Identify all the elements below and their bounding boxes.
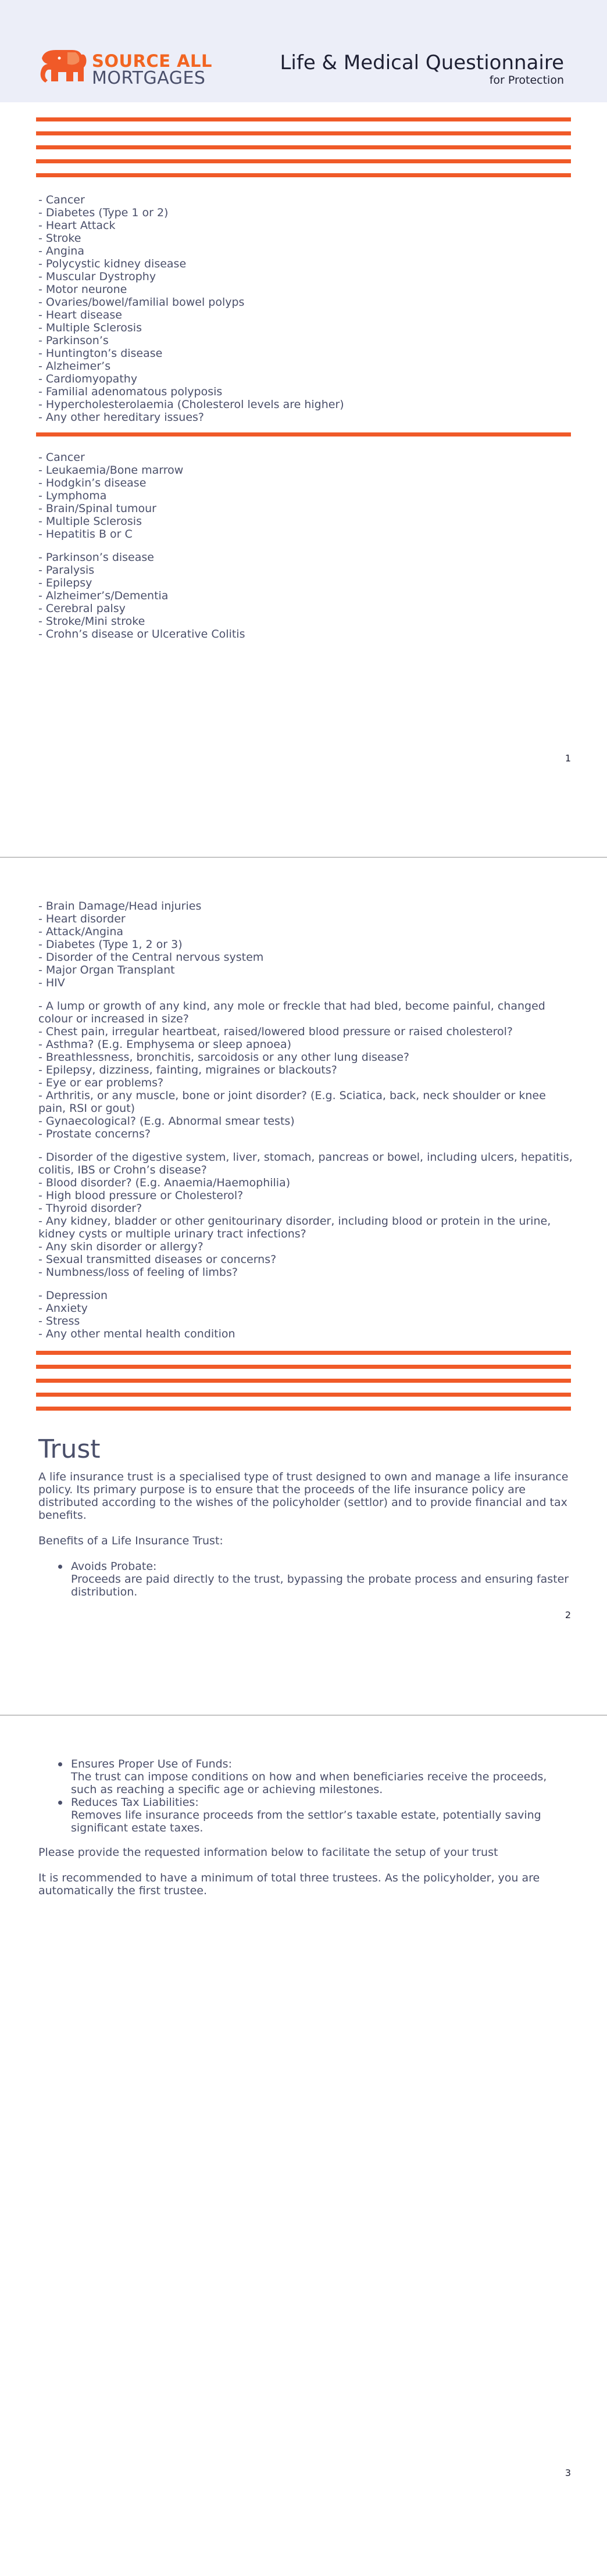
trustees-note: It is recommended to have a minimum of total three trustees. As the policyholder, you are automatically the first trustee. [38, 1872, 540, 1897]
list-item: - Hepatitis B or C [38, 528, 133, 541]
list-item: - Parkinson’s [38, 334, 109, 347]
benefit-text: Proceeds are paid directly to the trust, bypassing the probate process and ensuring faster distribution. [71, 1573, 569, 1598]
list-item: - Motor neurone [38, 283, 127, 296]
list-item: - Major Organ Transplant [38, 964, 175, 976]
trust-intro: A life insurance trust is a specialised type of trust designed to own and manage a life insurance policy. Its primary purpose is to ensure that the proceeds of the life insurance policy are distributed according to the wishes of the policyholder (settlor) and to provide financial and tax benefits. [38, 1471, 569, 1522]
list-item: - Heart disorder [38, 913, 126, 925]
list-item: - Diabetes (Type 1, 2 or 3) [38, 938, 183, 951]
list-item: - Any other mental health condition [38, 1328, 235, 1340]
list-item: - Prostate concerns? [38, 1128, 151, 1140]
benefit-title: Reduces Tax Liabilities: [71, 1796, 199, 1809]
benefit-text: Removes life insurance proceeds from the settlor’s taxable estate, potentially saving significant estate taxes. [71, 1809, 541, 1834]
section-divider [36, 1365, 571, 1369]
list-item: - Heart Attack [38, 219, 116, 232]
list-item: - Familial adenomatous polyposis [38, 385, 223, 398]
conditions-list-c [38, 900, 573, 989]
section-divider [36, 173, 571, 177]
conditions-list-f [38, 1289, 573, 1340]
page-separator [0, 1715, 607, 1716]
benefit-item-tax [71, 1796, 571, 1834]
list-item: - Asthma? (E.g. Emphysema or sleep apnoea) [38, 1038, 292, 1051]
list-item: - Hypercholesterolaemia (Cholesterol levels are higher) [38, 398, 344, 411]
logo-text-line1: SOURCE ALL [92, 51, 213, 71]
trust-request: Please provide the requested information below to facilitate the setup of your trust [38, 1846, 498, 1859]
list-item: - High blood pressure or Cholesterol? [38, 1189, 244, 1202]
list-item: - Blood disorder? (E.g. Anaemia/Haemophilia) [38, 1176, 291, 1189]
list-item: - Stroke/Mini stroke [38, 615, 145, 628]
conditions-list-e [38, 1151, 573, 1279]
company-logo [38, 46, 224, 93]
list-item: - Polycystic kidney disease [38, 257, 187, 270]
list-item: - HIV [38, 976, 65, 989]
benefit-title: Avoids Probate: [71, 1560, 157, 1573]
bullet-icon [58, 1762, 62, 1766]
benefit-item-avoids-probate [71, 1560, 571, 1598]
list-item: - Diabetes (Type 1 or 2) [38, 206, 169, 219]
section-divider [36, 159, 571, 163]
page-number: 2 [565, 1609, 571, 1620]
benefit-text: The trust can impose conditions on how and when beneficiaries receive the proceeds, such as reaching a specific age or achieving milestones. [71, 1770, 547, 1796]
list-item: - Disorder of the Central nervous system [38, 951, 264, 964]
logo-text-line2: MORTGAGES [92, 68, 206, 88]
conditions-list-d [38, 1000, 573, 1140]
list-item: - Cancer [38, 451, 85, 464]
section-divider [36, 432, 571, 437]
bullet-icon [58, 1801, 62, 1805]
list-item: - Multiple Sclerosis [38, 515, 142, 528]
benefit-title: Ensures Proper Use of Funds: [71, 1758, 232, 1770]
list-item: - Multiple Sclerosis [38, 321, 142, 334]
list-item: - Anxiety [38, 1302, 88, 1315]
list-item: - Attack/Angina [38, 925, 124, 938]
section-divider [36, 1379, 571, 1383]
list-item: - Stroke [38, 232, 81, 245]
list-item: - Any skin disorder or allergy? [38, 1240, 203, 1253]
list-item: - Any kidney, bladder or other genitourinary disorder, including blood or protein in the urine, kidney cysts or multiple urinary tract infections? [38, 1215, 551, 1240]
list-item: - Alzheimer’s [38, 360, 111, 373]
document-title: Life & Medical Questionnaire [280, 51, 564, 74]
list-item: - Sexual transmitted diseases or concerns? [38, 1253, 277, 1266]
list-item: - Arthritis, or any muscle, bone or joint disorder? (E.g. Sciatica, back, neck shoulder or knee pain, RSI or gout) [38, 1089, 546, 1115]
bullet-icon [58, 1565, 62, 1569]
page-separator [0, 857, 607, 858]
list-item: - Ovaries/bowel/familial bowel polyps [38, 296, 245, 309]
benefit-item-proper-use [71, 1758, 571, 1796]
list-item: - Thyroid disorder? [38, 1202, 142, 1215]
list-item: - Cardiomyopathy [38, 373, 138, 385]
conditions-list-a [38, 451, 573, 541]
elephant-logo-icon [38, 46, 88, 85]
list-item: - Disorder of the digestive system, liver, stomach, pancreas or bowel, including ulcers, hepatitis, colitis, IBS or Crohn’s disease? [38, 1151, 573, 1176]
page-number: 3 [565, 2467, 571, 2478]
list-item: - Angina [38, 245, 84, 257]
trust-heading: Trust [38, 1434, 101, 1464]
list-item: - Leukaemia/Bone marrow [38, 464, 184, 477]
list-item: - Huntington’s disease [38, 347, 163, 360]
page-number: 1 [565, 753, 571, 764]
section-divider [36, 1407, 571, 1411]
section-divider [36, 117, 571, 121]
section-divider [36, 145, 571, 149]
list-item: - Breathlessness, bronchitis, sarcoidosis or any other lung disease? [38, 1051, 410, 1064]
list-item: - Numbness/loss of feeling of limbs? [38, 1266, 238, 1279]
list-item: - Lymphoma [38, 489, 107, 502]
list-item: - Cerebral palsy [38, 602, 126, 615]
list-item: - Paralysis [38, 564, 95, 577]
list-item: - A lump or growth of any kind, any mole or freckle that had bled, become painful, changed colour or increased in size? [38, 1000, 545, 1025]
list-item: - Parkinson’s disease [38, 551, 154, 564]
document-subtitle: for Protection [489, 74, 564, 87]
document-header [0, 0, 607, 102]
list-item: - Cancer [38, 194, 85, 206]
list-item: - Epilepsy [38, 577, 92, 589]
list-item: - Eye or ear problems? [38, 1076, 164, 1089]
conditions-list-b [38, 551, 573, 641]
list-item: - Stress [38, 1315, 80, 1328]
list-item: - Hodgkin’s disease [38, 477, 147, 489]
hereditary-conditions-list [38, 194, 573, 424]
list-item: - Muscular Dystrophy [38, 270, 156, 283]
list-item: - Any other hereditary issues? [38, 411, 205, 424]
benefits-heading: Benefits of a Life Insurance Trust: [38, 1534, 223, 1547]
list-item: - Brain/Spinal tumour [38, 502, 156, 515]
list-item: - Chest pain, irregular heartbeat, raised/lowered blood pressure or raised cholesterol? [38, 1025, 513, 1038]
section-divider [36, 131, 571, 135]
list-item: - Crohn’s disease or Ulcerative Colitis [38, 628, 245, 641]
section-divider [36, 1351, 571, 1355]
list-item: - Alzheimer’s/Dementia [38, 589, 169, 602]
list-item: - Depression [38, 1289, 108, 1302]
section-divider [36, 1393, 571, 1397]
list-item: - Heart disease [38, 309, 122, 321]
list-item: - Gynaecological? (E.g. Abnormal smear tests) [38, 1115, 295, 1128]
list-item: - Brain Damage/Head injuries [38, 900, 202, 913]
list-item: - Epilepsy, dizziness, fainting, migraines or blackouts? [38, 1064, 337, 1076]
